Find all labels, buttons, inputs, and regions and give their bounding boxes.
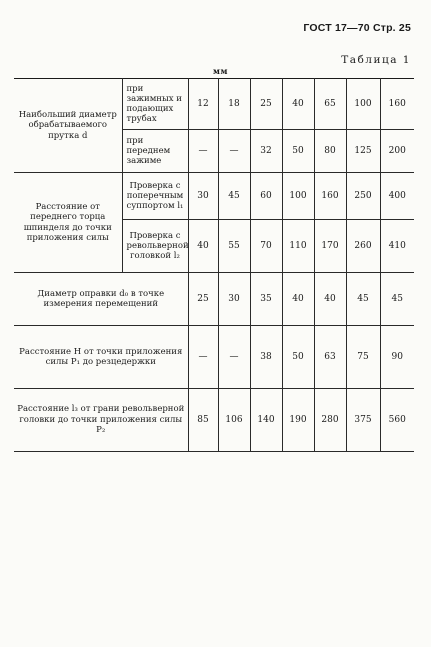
parameters-table (14, 78, 414, 452)
cell: 65 (314, 79, 346, 130)
cell: 45 (218, 173, 250, 220)
page-header (303, 22, 411, 34)
param-distance-to-force: Расстояние от переднего торца шпинделя до точки приложения силы (14, 173, 122, 273)
cell: 30 (218, 273, 250, 326)
cell: 250 (346, 173, 380, 220)
cell: 400 (380, 173, 414, 220)
cell: 80 (314, 130, 346, 173)
cell: 55 (218, 220, 250, 273)
cell: 40 (282, 79, 314, 130)
param-max-diameter: Наибольший диаметр обрабатываемого прутка d (14, 79, 122, 173)
param-distance-h: Расстояние H от точки приложения силы P₁ до резцедержки (14, 326, 188, 389)
cell: 170 (314, 220, 346, 273)
cell: 260 (346, 220, 380, 273)
cell: 70 (250, 220, 282, 273)
cell: 18 (218, 79, 250, 130)
unit-label: мм (213, 66, 228, 76)
cell: 190 (282, 389, 314, 452)
cell: 40 (314, 273, 346, 326)
table-row (14, 173, 414, 220)
cell: 140 (250, 389, 282, 452)
cell: 50 (282, 326, 314, 389)
cell: 106 (218, 389, 250, 452)
cell: 25 (188, 273, 218, 326)
table-row (14, 273, 414, 326)
cell: 38 (250, 326, 282, 389)
cell: 35 (250, 273, 282, 326)
cell: 110 (282, 220, 314, 273)
param-distance-l3: Расстояние l₃ от грани револьверной головки до точки приложения силы P₂ (14, 389, 188, 452)
cell: — (218, 326, 250, 389)
table-row (14, 326, 414, 389)
cell: 375 (346, 389, 380, 452)
cell: 90 (380, 326, 414, 389)
cell: 12 (188, 79, 218, 130)
cell: 45 (346, 273, 380, 326)
sub-label: при зажимных и подающих трубах (122, 79, 188, 130)
cell: 560 (380, 389, 414, 452)
cell: 63 (314, 326, 346, 389)
cell: 200 (380, 130, 414, 173)
cell: 100 (282, 173, 314, 220)
table-row (14, 389, 414, 452)
cell: 50 (282, 130, 314, 173)
page-number: Стр. 25 (372, 22, 411, 34)
sub-label: Проверка с поперечным суппортом l₁ (122, 173, 188, 220)
sub-label: при переднем зажиме (122, 130, 188, 173)
cell: — (188, 130, 218, 173)
cell: 60 (250, 173, 282, 220)
cell: 100 (346, 79, 380, 130)
cell: 75 (346, 326, 380, 389)
cell: 160 (380, 79, 414, 130)
cell: 32 (250, 130, 282, 173)
cell: — (218, 130, 250, 173)
table-row (14, 79, 414, 130)
table-caption: Таблица 1 (341, 54, 411, 66)
cell: 410 (380, 220, 414, 273)
cell: — (188, 326, 218, 389)
standard-number: ГОСТ 17—70 (303, 22, 370, 34)
cell: 40 (188, 220, 218, 273)
param-mandrel-diameter: Диаметр оправки d₀ в точке измерения перемещений (14, 273, 188, 326)
cell: 85 (188, 389, 218, 452)
cell: 40 (282, 273, 314, 326)
cell: 45 (380, 273, 414, 326)
sub-label: Проверка с револьверной головкой l₂ (122, 220, 188, 273)
cell: 30 (188, 173, 218, 220)
cell: 125 (346, 130, 380, 173)
cell: 25 (250, 79, 282, 130)
cell: 160 (314, 173, 346, 220)
cell: 280 (314, 389, 346, 452)
